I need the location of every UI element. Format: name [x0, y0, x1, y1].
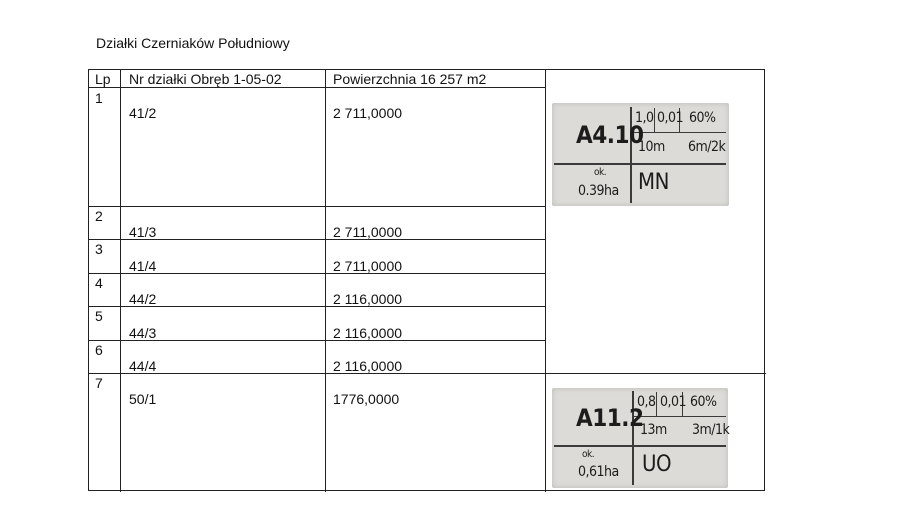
- row-lp: 5: [95, 308, 103, 324]
- row-parcel-number: 44/2: [129, 291, 157, 307]
- row-area: 2 116,0000: [333, 358, 403, 374]
- row-divider: [89, 273, 546, 274]
- stamp-ok: ok.: [594, 167, 607, 178]
- row-divider: [89, 306, 546, 307]
- stamp-ratio-c: 60%: [690, 394, 717, 410]
- row-parcel-number: 41/4: [129, 258, 157, 274]
- row-lp: 2: [95, 208, 103, 224]
- stamp-size: 0,61ha: [578, 464, 619, 480]
- stamp-line: [654, 108, 655, 132]
- column-divider: [545, 70, 546, 492]
- row-area: 2 116,0000: [333, 291, 403, 307]
- stamp-line: [634, 416, 726, 417]
- row-area: 2 116,0000: [333, 325, 403, 341]
- stamp-line: [554, 445, 726, 447]
- row-divider: [89, 206, 546, 207]
- row-lp: 6: [95, 342, 103, 358]
- stamp-size: 0.39ha: [578, 183, 619, 199]
- row-lp: 7: [95, 375, 103, 391]
- row-area: 1776,0000: [333, 391, 400, 407]
- stamp-use: UO: [642, 452, 672, 477]
- column-divider: [120, 70, 121, 492]
- row-lp: 1: [95, 90, 103, 106]
- stamp-ratio-c: 60%: [689, 110, 716, 126]
- row-area: 2 711,0000: [333, 258, 403, 274]
- row-parcel-number: 44/4: [129, 358, 157, 374]
- stamp-parking: 3m/1k: [692, 422, 730, 438]
- stamp-ratio-b: 0,01: [660, 394, 687, 410]
- header-area: Powierzchnia 16 257 m2: [333, 71, 487, 87]
- row-divider: [89, 340, 546, 341]
- row-divider: [89, 87, 546, 88]
- header-parcel-number: Nr działki Obręb 1-05-02: [129, 71, 282, 87]
- stamp-ok: ok.: [582, 449, 595, 460]
- stamp-parking: 6m/2k: [688, 139, 726, 155]
- row-area: 2 711,0000: [333, 224, 403, 240]
- stamp-line: [632, 132, 726, 133]
- stamp-height: 10m: [638, 139, 665, 155]
- row-parcel-number: 50/1: [129, 391, 157, 407]
- row-area: 2 711,0000: [333, 105, 403, 121]
- row-divider: [89, 373, 766, 374]
- stamp-ratio-a: 0,8: [637, 394, 656, 410]
- stamp-height: 13m: [640, 422, 667, 438]
- stamp-line: [554, 163, 726, 165]
- row-parcel-number: 41/3: [129, 224, 157, 240]
- header-lp: Lp: [95, 71, 111, 87]
- row-divider: [89, 239, 546, 240]
- stamp-ratio-b: 0,01: [657, 110, 684, 126]
- row-lp: 4: [95, 275, 103, 291]
- row-lp: 3: [95, 241, 103, 257]
- stamp-code: A11.2: [576, 404, 644, 432]
- stamp-ratio-a: 1,0: [635, 110, 654, 126]
- zoning-stamp-a11-2: [552, 388, 728, 488]
- row-parcel-number: 41/2: [129, 105, 157, 121]
- stamp-line: [656, 392, 657, 416]
- column-divider: [325, 70, 326, 492]
- zoning-stamp-a4-10: [552, 103, 729, 206]
- page-title: Działki Czerniaków Południowy: [96, 35, 290, 51]
- stamp-code: A4.10: [576, 121, 644, 149]
- stamp-use: MN: [638, 170, 669, 195]
- row-parcel-number: 44/3: [129, 325, 157, 341]
